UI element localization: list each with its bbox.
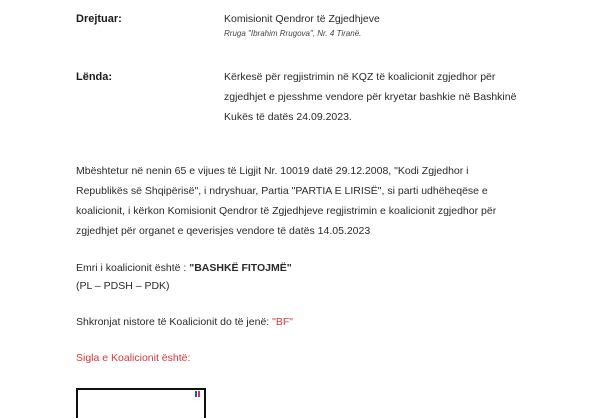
coalition-logo-mark <box>194 391 200 399</box>
coalition-initials-label: Shkronjat nistore të Koalicionit do të jenë: <box>76 316 273 328</box>
coalition-logo-label: Sigla e Koalicionit është: <box>76 352 191 364</box>
subject-label: Lënda: <box>76 71 113 83</box>
coalition-name-row <box>76 262 292 274</box>
coalition-parties: (PL – PDSH – PDK) <box>76 280 170 292</box>
addressee-name: Komisionit Qendror të Zgjedhjeve <box>224 13 380 25</box>
body-line: koalicionit, i kërkon Komisionit Qendror të Zgjedhjeve regjistrimin e koalicionit zgjedhor për <box>76 205 497 217</box>
coalition-initials-row <box>76 316 293 328</box>
coalition-initials-value: "BF" <box>272 316 293 328</box>
body-line: Republikës së Shqipërisë", i ndryshuar, Partia "PARTIA E LIRISË", si parti udhëheqëse e <box>76 185 488 197</box>
body-line: zgjedhjet për organet e qeverisjes vendore të datës 14.05.2023 <box>76 225 371 237</box>
subject-line: Kukës të datës 24.09.2023. <box>224 111 352 123</box>
subject-line: zgjedhjet e pjesshme vendore për kryetar bashkie në Bashkinë <box>224 91 517 103</box>
coalition-name-value: "BASHKË FITOJMË" <box>189 262 292 274</box>
coalition-name-label: Emri i koalicionit është : <box>76 262 190 274</box>
body-line: Mbështetur në nenin 65 e vijues të Ligjit Nr. 10019 datë 29.12.2008, "Kodi Zgjedhor i <box>76 165 469 177</box>
coalition-logo-frame <box>76 388 206 418</box>
addressee-label: Drejtuar: <box>76 13 122 25</box>
addressee-address: Rruga "Ibrahim Rrugova", Nr. 4 Tiranë. <box>224 29 362 38</box>
subject-line: Kërkesë për regjistrimin në KQZ të koalicionit zgjedhor për <box>224 71 496 83</box>
